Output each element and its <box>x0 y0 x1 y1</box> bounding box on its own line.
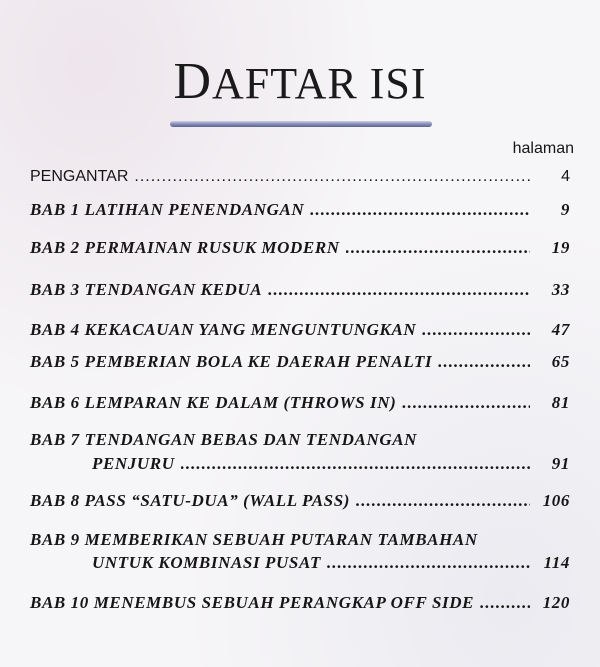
toc-entry-bab-9 <box>92 553 570 573</box>
toc-entry-bab-9-line1: BAB 9 MEMBERIKAN SEBUAH PUTARAN TAMBAHAN <box>30 530 478 549</box>
toc-entry-label: BAB 1 LATIHAN PENENDANGAN <box>30 200 305 219</box>
toc-entry-label: BAB 10 MENEMBUS SEBUAH PERANGKAP OFF SIDE <box>30 593 475 612</box>
toc-entry-page: 4 <box>561 168 570 185</box>
dot-leader <box>346 238 530 258</box>
toc-entry-page: 106 <box>542 491 570 510</box>
toc-entry-label: BAB 3 TENDANGAN KEDUA <box>30 280 263 299</box>
toc-entry-bab-1 <box>30 200 570 220</box>
toc-entry-label: PENJURU <box>92 454 175 473</box>
toc-entry-label: BAB 6 LEMPARAN KE DALAM (THROWS IN) <box>30 393 397 412</box>
toc-entry-label: UNTUK KOMBINASI PUSAT <box>92 553 321 572</box>
page-column-label: halaman <box>512 140 574 157</box>
dot-leader <box>310 200 530 220</box>
toc-entry-bab-5 <box>30 352 570 372</box>
dot-leader <box>438 352 530 372</box>
toc-entry-page: 91 <box>551 454 570 473</box>
toc-entry-page: 47 <box>551 320 570 339</box>
dot-leader <box>181 454 530 474</box>
toc-entry-bab-4 <box>30 320 570 340</box>
toc-entry-label: PENGANTAR <box>30 168 129 185</box>
title-underline <box>170 121 432 127</box>
dot-leader <box>356 491 530 511</box>
dot-leader <box>327 553 530 573</box>
toc-entry-page: 120 <box>542 593 570 612</box>
title-initial: D <box>173 53 213 110</box>
dot-leader <box>268 280 530 300</box>
dot-leader <box>134 168 530 186</box>
dot-leader <box>402 393 530 413</box>
toc-entry-label: BAB 2 PERMAINAN RUSUK MODERN <box>30 238 340 257</box>
toc-entry-bab-7 <box>92 454 570 474</box>
toc-entry-label: BAB 8 PASS “SATU-DUA” (WALL PASS) <box>30 491 351 510</box>
toc-entry-page: 81 <box>551 393 570 412</box>
toc-entry-page: 19 <box>551 238 570 257</box>
toc-entry-bab-8 <box>30 491 570 511</box>
toc-entry-bab-7-line1: BAB 7 TENDANGAN BEBAS DAN TENDANGAN <box>30 430 418 449</box>
toc-entry-label: BAB 5 PEMBERIAN BOLA KE DAERAH PENALTI <box>30 352 433 371</box>
toc-entry-bab-6 <box>30 393 570 413</box>
toc-entry-page: 114 <box>543 553 570 572</box>
toc-entry-bab-3 <box>30 280 570 300</box>
dot-leader <box>422 320 530 340</box>
toc-entry-page: 65 <box>551 352 570 371</box>
toc-entry-page: 9 <box>560 200 570 219</box>
toc-entry-bab-2 <box>30 238 570 258</box>
toc-entry-page: 33 <box>551 280 570 299</box>
toc-entry-pengantar <box>30 168 570 186</box>
toc-entry-label: BAB 4 KEKACAUAN YANG MENGUNTUNGKAN <box>30 320 417 339</box>
dot-leader <box>480 593 530 613</box>
title-rest: AFTAR ISI <box>212 59 427 108</box>
page-title <box>0 52 600 111</box>
toc-entry-bab-10 <box>30 593 570 613</box>
